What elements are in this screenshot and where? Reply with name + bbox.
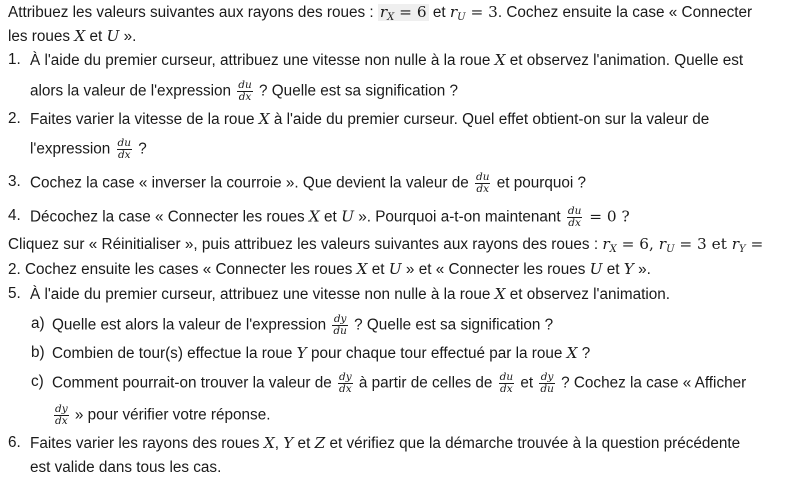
q3-number: 3. (8, 173, 21, 190)
q5a-letter: a) (31, 315, 45, 332)
fraction-du-dx: $\frac{du}{dx}$ (476, 171, 490, 195)
fraction-dy-du: $\frac{dy}{du}$ (333, 313, 347, 337)
q6-line-2: est valide dans tous les cas. (30, 459, 222, 476)
fraction-du-dx: $\frac{du}{dx}$ (117, 137, 132, 161)
q5c-line-1: Comment pourrait-on trouver la valeur de $\frac{dy}{dx}$ à partir de celles de $\frac{du}{dx}$ et $\frac{dy}{du}$ ? Cochez la case « Afficher (52, 371, 747, 395)
q2-line-1: Faites varier la vitesse de la roue X à l'aide du premier curseur. Quel effet obtient-on sur la valeur de (30, 110, 710, 128)
q5-line-1: À l'aide du premier curseur, attribuez une vitesse non nulle à la roue X et observez l'animation. (30, 285, 671, 303)
fraction-du-dx: $\frac{du}{dx}$ (499, 371, 514, 395)
q6-line-1: Faites varier les rayons des roues X, Y et Z et vérifiez que la démarche trouvée à la question précédente (30, 434, 741, 452)
q5a-line: Quelle est alors la valeur de l'expression $\frac{dy}{du}$ ? Quelle est sa signification ? (52, 313, 554, 337)
q4-number: 4. (8, 207, 21, 224)
reset-line-2: 2. Cochez ensuite les cases « Connecter les roues X et U » et « Connecter les roues U et Y ». (8, 260, 651, 278)
fraction-dy-dx: $\frac{dy}{dx}$ (55, 403, 68, 427)
q2-number: 2. (8, 110, 21, 127)
intro-line-2: les roues X et U ». (8, 27, 137, 45)
fraction-dy-dx: $\frac{dy}{dx}$ (338, 371, 352, 395)
q5c-line-2: $\frac{dy}{dx}$ » pour vérifier votre réponse. (55, 403, 271, 427)
q5c-letter: c) (31, 373, 44, 390)
reset-line-1: Cliquez sur « Réinitialiser », puis attribuez les valeurs suivantes aux rayons des roues : $r_X = 6$, $r_U = 3$ et $r_Y$ = (8, 235, 764, 255)
q4-line-1: Décochez la case « Connecter les roues X et U ». Pourquoi a-t-on maintenant $\frac{du}{dx}$ = 0 ? (30, 205, 630, 229)
fraction-du-dx: $\frac{du}{dx}$ (238, 79, 252, 103)
q6-number: 6. (8, 434, 21, 451)
q1-line-2: alors la valeur de l'expression $\frac{du}{dx}$ ? Quelle est sa signification ? (30, 79, 459, 103)
intro-line-1: Attribuez les valeurs suivantes aux rayons des roues : $r_X = 6$ et $r_U = 3$. Cochez ensuite la case « Connecter (8, 3, 753, 23)
math-rx: $r_X = 6$ (379, 3, 427, 23)
fraction-du-dx: $\frac{du}{dx}$ (567, 205, 582, 229)
fraction-dy-du: $\frac{dy}{du}$ (540, 371, 554, 395)
q5-number: 5. (8, 285, 21, 302)
q2-line-2: l'expression $\frac{du}{dx}$ ? (30, 137, 147, 161)
q1-line-1: À l'aide du premier curseur, attribuez une vitesse non nulle à la roue X et observez l'animation. Quelle est (30, 51, 744, 69)
q5b-letter: b) (31, 344, 45, 361)
q5b-line: Combien de tour(s) effectue la roue Y pour chaque tour effectué par la roue X ? (52, 344, 591, 362)
q3-line-1: Cochez la case « inverser la courroie ». Que devient la valeur de $\frac{du}{dx}$ et pourquoi ? (30, 171, 587, 195)
q1-number: 1. (8, 51, 21, 68)
